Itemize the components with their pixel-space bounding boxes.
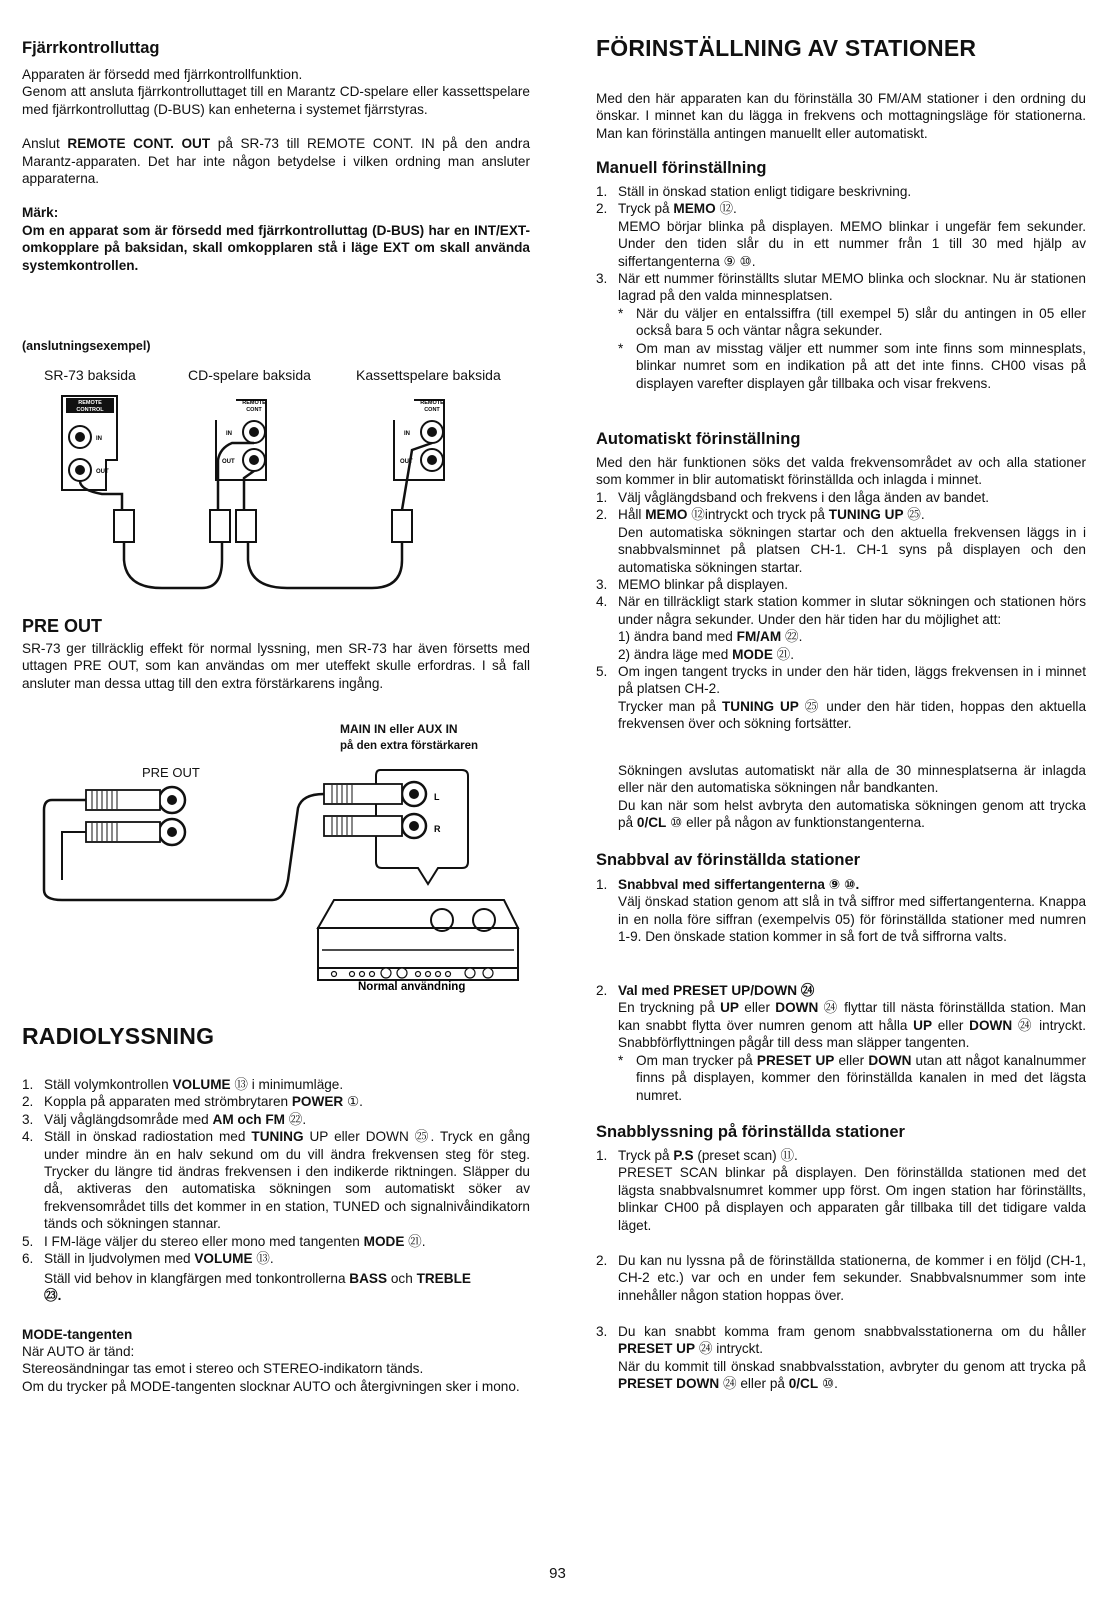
radio-step: 6. Ställ in ljudvolymen med VOLUME ⑬. (22, 1251, 274, 1267)
manual-step: 1. Ställ in önskad station enligt tidigare beskrivning. (596, 184, 912, 199)
svg-text:CONTROL: CONTROL (76, 407, 104, 413)
svg-text:REMOTE: REMOTE (420, 400, 444, 406)
svg-text:IN: IN (226, 431, 232, 437)
cable-loop-1 (124, 542, 222, 588)
auto-end: Sökningen avslutas automatiskt när alla de 30 minnesplatserna är inlagda eller när den automatiska sökningen når bandkanten. Du kan när som helst avbryta den automatiska sökningen genom att trycka på 0/CL ⑩ eller på någon av funktionstangenterna. (618, 763, 1086, 831)
radio-step6-extra: Ställ vid behov in klangfärgen med tonkontrollerna BASS och TREBLE ㉓. (44, 1271, 471, 1304)
cable-cd-in (218, 443, 254, 510)
scan-title: Snabblyssning på förinställda stationer (596, 1123, 905, 1141)
caption-main-in: MAIN IN eller AUX IN (340, 722, 458, 736)
manual-steps (596, 183, 1086, 305)
svg-text:REMOTE: REMOTE (78, 400, 102, 406)
auto-step: 4. När en tillräckligt stark station kommer in slutar sökningen och stationen hörs under några sekunder. Under den här tiden har du möjlighet att: 1) ändra band med FM/AM ㉒. 2) ändra läge med MODE ㉑. (596, 594, 1086, 662)
cable-cd-out (244, 471, 254, 510)
quick-step-2: 2. Val med PRESET UP/DOWN ㉔ En tryckning på UP eller DOWN ㉔ flyttar till nästa förinställda station. Man kan snabbt flytta över numren genom att hålla UP eller DOWN ㉔ intryckt. Snabbförflyttningen pågår till dess man släpper tangenten. (596, 983, 1086, 1051)
preout-text: SR-73 ger tillräcklig effekt för normal lyssning, men SR-73 har även försetts med uttagen PRE OUT, som kan användas om mer uteffekt skulle erfordras. I så fall ansluter man dessa uttag till den extra förstärkarens ingång. (22, 641, 530, 691)
mode-body: När AUTO är tänd: Stereosändningar tas emot i stereo och STEREO-indikatorn tänds. Om du trycker på MODE-tangenten slocknar AUTO och återgivningen sker i mono. (22, 1344, 520, 1394)
remote-title: Fjärrkontrolluttag (22, 39, 160, 57)
amplifier-body (318, 928, 518, 968)
caption-extra-amp: på den extra förstärkaren (340, 740, 479, 752)
manual-step: 2. Tryck på MEMO ⑫. MEMO börjar blinka på displayen. MEMO blinkar i ungefär fem sekunder. Under den tiden slår du in ett nummer från 1 till 30 med hjälp av siffertangenterna ⑨ ⑩. (596, 201, 1086, 269)
auto-steps (596, 489, 1086, 733)
manual-notes (596, 305, 1086, 392)
radio-step: 4. Ställ in önskad radiostation med TUNING UP eller DOWN ㉕. Tryck en gång under mindre än en halv sekund om du vill ändra frekvensen steg för steg. Trycker du längre tid ändras frekvensen i den indikerde riktningen. Släpper du då, aktiveras den automatiska sökningen som automatiskt söker av frekvensområdet tills det kommer in en station, TUNED och signalnivåindikatorn tänds och sökningen stannar. (22, 1129, 530, 1232)
preout-diagram (22, 760, 530, 1000)
svg-text:OUT: OUT (96, 469, 109, 475)
plug-4 (392, 510, 412, 542)
remote-p1: Apparaten är försedd med fjärrkontrollfunktion. (22, 67, 303, 82)
svg-text:OUT: OUT (400, 459, 413, 465)
auto-intro: Med den här funktionen söks det valda frekvensområdet av och alla stationer som kommer in blir automatiskt förinställda och inlagda i minnet. (596, 455, 1086, 488)
radio-step: 2. Koppla på apparaten med strömbrytaren POWER ①. (22, 1094, 363, 1110)
note-text: Om en apparat som är försedd med fjärrkontrolluttag (D-BUS) har en INT/EXT-omkopplare på baksidan, skall omkopplaren stå i läge EXT om skall använda systemkontrollen. (22, 222, 530, 273)
example-label: (anslutningsexempel) (22, 339, 151, 353)
radio-step: 5. I FM-läge väljer du stereo eller mono med tangenten MODE ㉑. (22, 1233, 426, 1249)
page-number: 93 (549, 1565, 566, 1582)
svg-text:REMOTE: REMOTE (242, 400, 266, 406)
label-cassette: Kassettspelare baksida (356, 367, 501, 383)
svg-text:IN: IN (96, 436, 102, 442)
presets-title: FÖRINSTÄLLNING AV STATIONER (596, 35, 977, 61)
presets-intro: Med den här apparaten kan du förinställa 30 FM/AM stationer i den ordning du önskar. I minnet kan du lägga in frekvens och mottagningsläge för stationerna. Man kan förinställa antingen manuellt eller automatiskt. (596, 91, 1086, 141)
scan-step-3: 3. Du kan snabbt komma fram genom snabbvalsstationerna om du håller PRESET UP ㉔ intryckt. När du kommit till önskad snabbvalsstation, avbryter du genom att trycka på PRESET DOWN ㉔ eller på 0/CL ⑩. (596, 1324, 1086, 1392)
quick-title: Snabbval av förinställda stationer (596, 851, 861, 869)
auto-step: 1. Välj våglängdsband och frekvens i den låga änden av bandet. (596, 490, 990, 505)
manual-title: Manuell förinställning (596, 159, 767, 177)
label-sr73: SR-73 baksida (44, 367, 136, 383)
manual-note: * När du väljer en entalssiffra (till exempel 5) slår du antingen in 05 eller också bara 5 och väntar några sekunder. (618, 306, 1086, 339)
remote-body (22, 66, 530, 274)
plug-1 (114, 510, 134, 542)
auto-step: 5. Om ingen tangent trycks in under den här tiden, läggs frekvensen in i minnet på platsen CH-2. Trycker man på TUNING UP ㉕ under den här tiden, hoppas den aktuella frekvensen över och sökning fortsätter. (596, 664, 1087, 732)
remote-p2: Genom att ansluta fjärrkontrolluttaget till en Marantz CD-spelare eller kassettspelare med fjärrkontrolluttag (D-BUS) kan enheterna i systemet fjärrstyras. (22, 84, 530, 117)
svg-text:CONT: CONT (246, 407, 262, 413)
svg-text:L: L (434, 792, 440, 802)
auto-title: Automatiskt förinställning (596, 430, 801, 448)
label-preout: PRE OUT (142, 765, 200, 780)
preout-title: PRE OUT (22, 616, 103, 636)
svg-text:CONT: CONT (424, 407, 440, 413)
scan-step-2: 2. Du kan nu lyssna på de förinställda stationerna, de kommer i en följd (CH-1, CH-2 etc.) var och en under fem sekunder. Snabbvalsnummer som inte innehåller någon station hoppas över. (596, 1253, 1086, 1303)
plug-2 (210, 510, 230, 542)
mode-title: MODE-tangenten (22, 1327, 133, 1342)
radio-step: 3. Välj våglängdsområde med AM och FM ㉒. (22, 1111, 307, 1127)
note-title: Märk: (22, 205, 59, 221)
cable-loop-2 (248, 542, 402, 588)
svg-text:R: R (434, 824, 441, 834)
plug-3 (236, 510, 256, 542)
quick-note: * Om man trycker på PRESET UP eller DOWN utan att något kanalnummer finns på displayen, kommer den förinställda kanalen in med det lägsta numret. (618, 1053, 1086, 1103)
manual-note: * Om man av misstag väljer ett nummer som inte finns som minnesplats, blinkar numret som en indikation på att det inte finns. CH00 visas på displayen varefter displayen går tillbaka och visar frekvens. (618, 340, 1086, 391)
quick-step-1: 1. Snabbval med siffertangenterna ⑨ ⑩. Välj önskad station genom att slå in två siffror med siffertangenterna. Knappa in en nolla före siffran (exempelvis 05) för förinställda stationer med numren 1-9. Den önskade station kommer in så fort de två siffrorna valts. (596, 877, 1086, 945)
svg-text:OUT: OUT (222, 459, 235, 465)
plug-amp-l (324, 784, 402, 804)
manual-step: 3. När ett nummer förinställts slutar MEMO blinka och slocknar. Nu är stationen lagrad på den valda minnesplatsen. (596, 271, 1086, 304)
plug-amp-r (324, 816, 402, 836)
auto-step: 3. MEMO blinkar på displayen. (596, 577, 788, 593)
radio-steps (22, 1076, 530, 1267)
radio-step: 1. Ställ volymkontrollen VOLUME ⑬ i minimumläge. (22, 1077, 344, 1092)
cable-cass-in (402, 443, 432, 510)
remote-connection-diagram (22, 360, 530, 600)
amplifier-top (318, 900, 518, 928)
scan-step-1: 1. Tryck på P.S (preset scan) ⑪. PRESET SCAN blinkar på displayen. Den förinställda stationen med det lägsta snabbvalsnumret kommer upp först. Om ingen station har förinställts, blinkar CH00 på displayen och apparaten går tillbaka till det tidigare valda läget. (596, 1148, 1086, 1233)
label-cd: CD-spelare baksida (188, 367, 311, 383)
caption-normal: Normal användning (358, 981, 466, 993)
cable-sr73-out (80, 481, 122, 510)
svg-text:IN: IN (404, 431, 410, 437)
radio-title: RADIOLYSSNING (22, 1023, 215, 1049)
remote-p3: Anslut REMOTE CONT. OUT på SR-73 till REMOTE CONT. IN på den andra Marantz-apparaten. Det har inte någon betydelse i vilken ordning man ansluter apparaterna. (22, 136, 531, 187)
auto-step: 2. Håll MEMO ⑫intryckt och tryck på TUNING UP ㉕. Den automatiska sökningen startar och den aktuella frekvensen läggs in i snabbvalsminnet på platsen CH-1. CH-1 syns på displayen och den automatiska sökningen startar. (596, 507, 1086, 575)
